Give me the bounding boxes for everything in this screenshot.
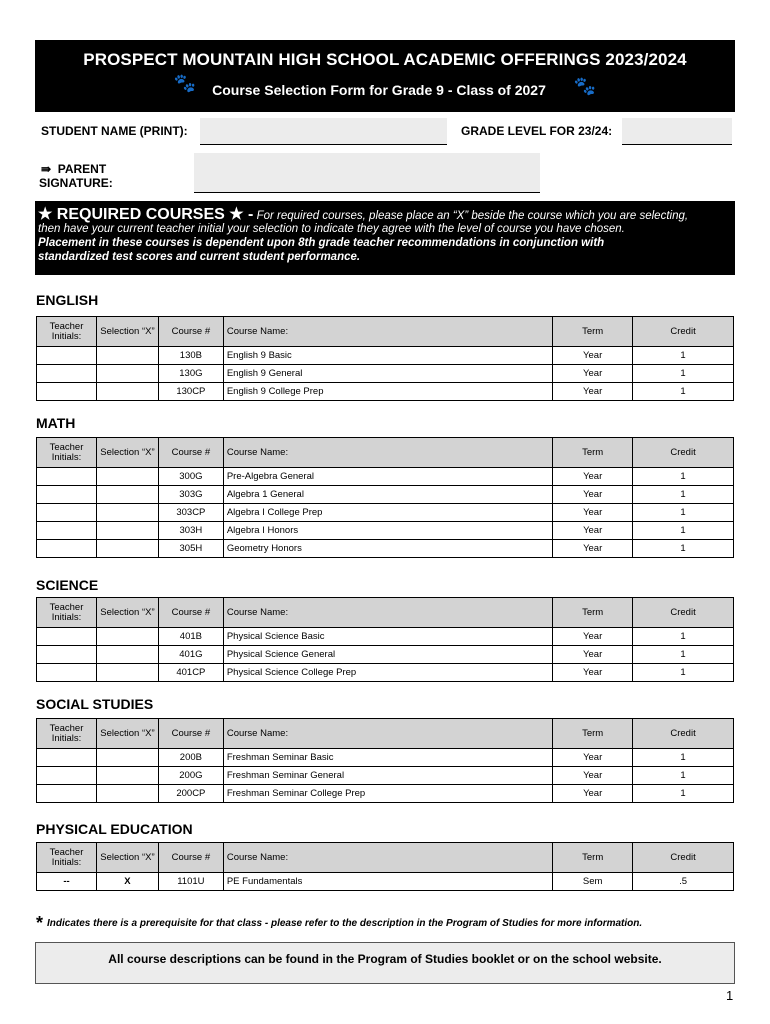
teacher-initials-cell[interactable] xyxy=(37,664,97,682)
header-credit: Credit xyxy=(633,438,734,468)
header-term: Term xyxy=(553,719,633,749)
term-cell: Year xyxy=(553,486,633,504)
header-selection: Selection “X” xyxy=(96,598,158,628)
selection-cell[interactable] xyxy=(96,522,158,540)
header-selection: Selection “X” xyxy=(96,438,158,468)
table-row xyxy=(37,664,734,682)
header-teacher-initials: Teacher Initials: xyxy=(37,719,97,749)
required-courses-banner: ★ REQUIRED COURSES ★ - For required courses, please place an “X” beside the course which you are selecting, then have your current teacher initial your selection to indicate they agree with the level of course you have chosen. Placement in these courses is dependent upon 8th grade teacher recommendations in conjunction with standardized test scores and current student performance. xyxy=(35,201,735,275)
teacher-initials-cell[interactable] xyxy=(37,347,97,365)
credit-cell: 1 xyxy=(633,468,734,486)
table-header-row xyxy=(37,598,734,628)
header-course-name: Course Name: xyxy=(223,843,552,873)
header-credit: Credit xyxy=(633,598,734,628)
teacher-initials-cell[interactable]: -- xyxy=(37,873,97,891)
course-number-cell: 303G xyxy=(158,486,223,504)
table-row xyxy=(37,628,734,646)
selection-cell[interactable]: X xyxy=(96,873,158,891)
info-box: All course descriptions can be found in the Program of Studies booklet or on the school website. xyxy=(35,942,735,984)
header-credit: Credit xyxy=(633,317,734,347)
course-name-cell: Freshman Seminar College Prep xyxy=(223,785,552,803)
teacher-initials-cell[interactable] xyxy=(37,522,97,540)
course-name-cell: Freshman Seminar General xyxy=(223,767,552,785)
selection-cell[interactable] xyxy=(96,504,158,522)
course-number-cell: 300G xyxy=(158,468,223,486)
header-term: Term xyxy=(553,843,633,873)
course-number-cell: 200CP xyxy=(158,785,223,803)
term-cell: Year xyxy=(553,522,633,540)
credit-cell: .5 xyxy=(633,873,734,891)
table-row xyxy=(37,347,734,365)
term-cell: Sem xyxy=(553,873,633,891)
section-title-science: SCIENCE xyxy=(36,577,99,593)
course-number-cell: 401G xyxy=(158,646,223,664)
parent-signature-field[interactable] xyxy=(194,153,540,193)
header-course-number: Course # xyxy=(158,843,223,873)
selection-cell[interactable] xyxy=(96,540,158,558)
selection-cell[interactable] xyxy=(96,767,158,785)
selection-cell[interactable] xyxy=(96,468,158,486)
form-subtitle: Course Selection Form for Grade 9 - Class of 2027 xyxy=(212,82,546,98)
term-cell: Year xyxy=(553,749,633,767)
form-subtitle-row xyxy=(35,73,735,98)
header-credit: Credit xyxy=(633,843,734,873)
credit-cell: 1 xyxy=(633,785,734,803)
course-name-cell: Algebra I College Prep xyxy=(223,504,552,522)
teacher-initials-cell[interactable] xyxy=(37,628,97,646)
course-name-cell: Physical Science Basic xyxy=(223,628,552,646)
course-name-cell: Pre-Algebra General xyxy=(223,468,552,486)
table-row xyxy=(37,522,734,540)
student-name-field[interactable] xyxy=(200,118,447,145)
header-course-name: Course Name: xyxy=(223,317,552,347)
term-cell: Year xyxy=(553,347,633,365)
paw-print-icon: 🐾 xyxy=(573,76,597,96)
credit-cell: 1 xyxy=(633,486,734,504)
credit-cell: 1 xyxy=(633,664,734,682)
credit-cell: 1 xyxy=(633,365,734,383)
header-course-number: Course # xyxy=(158,719,223,749)
header-teacher-initials: Teacher Initials: xyxy=(37,843,97,873)
table-row xyxy=(37,383,734,401)
course-number-cell: 130B xyxy=(158,347,223,365)
course-number-cell: 130CP xyxy=(158,383,223,401)
course-number-cell: 303H xyxy=(158,522,223,540)
paw-print-icon: 🐾 xyxy=(173,73,197,93)
credit-cell: 1 xyxy=(633,646,734,664)
course-number-cell: 305H xyxy=(158,540,223,558)
teacher-initials-cell[interactable] xyxy=(37,540,97,558)
table-header-row xyxy=(37,843,734,873)
header-course-name: Course Name: xyxy=(223,438,552,468)
selection-cell[interactable] xyxy=(96,749,158,767)
course-table-physical-education xyxy=(36,842,734,891)
selection-cell[interactable] xyxy=(96,785,158,803)
course-number-cell: 401B xyxy=(158,628,223,646)
credit-cell: 1 xyxy=(633,540,734,558)
term-cell: Year xyxy=(553,365,633,383)
section-title-physical-education: PHYSICAL EDUCATION xyxy=(36,821,193,837)
selection-cell[interactable] xyxy=(96,628,158,646)
header-term: Term xyxy=(553,317,633,347)
header-teacher-initials: Teacher Initials: xyxy=(37,317,97,347)
grade-level-field[interactable] xyxy=(622,118,732,145)
course-number-cell: 200G xyxy=(158,767,223,785)
prerequisite-footnote: * Indicates there is a prerequisite for that class - please refer to the description in the Program of Studies for more information. xyxy=(36,913,643,933)
header-course-number: Course # xyxy=(158,598,223,628)
term-cell: Year xyxy=(553,504,633,522)
course-name-cell: Geometry Honors xyxy=(223,540,552,558)
header-selection: Selection “X” xyxy=(96,719,158,749)
course-number-cell: 130G xyxy=(158,365,223,383)
table-row xyxy=(37,785,734,803)
teacher-initials-cell[interactable] xyxy=(37,646,97,664)
credit-cell: 1 xyxy=(633,628,734,646)
credit-cell: 1 xyxy=(633,522,734,540)
header-course-name: Course Name: xyxy=(223,719,552,749)
teacher-initials-cell[interactable] xyxy=(37,468,97,486)
teacher-initials-cell[interactable] xyxy=(37,365,97,383)
table-row xyxy=(37,646,734,664)
term-cell: Year xyxy=(553,628,633,646)
credit-cell: 1 xyxy=(633,383,734,401)
teacher-initials-cell[interactable] xyxy=(37,383,97,401)
header-term: Term xyxy=(553,438,633,468)
course-name-cell: Physical Science College Prep xyxy=(223,664,552,682)
table-row xyxy=(37,486,734,504)
table-row xyxy=(37,468,734,486)
header-teacher-initials: Teacher Initials: xyxy=(37,438,97,468)
selection-cell[interactable] xyxy=(96,365,158,383)
course-name-cell: English 9 Basic xyxy=(223,347,552,365)
teacher-initials-cell[interactable] xyxy=(37,785,97,803)
term-cell: Year xyxy=(553,383,633,401)
table-header-row xyxy=(37,719,734,749)
course-table-english xyxy=(36,316,734,401)
term-cell: Year xyxy=(553,646,633,664)
course-number-cell: 1101U xyxy=(158,873,223,891)
credit-cell: 1 xyxy=(633,504,734,522)
header-course-number: Course # xyxy=(158,438,223,468)
term-cell: Year xyxy=(553,468,633,486)
asterisk-icon: * xyxy=(36,913,44,933)
header-credit: Credit xyxy=(633,719,734,749)
course-name-cell: Freshman Seminar Basic xyxy=(223,749,552,767)
header-teacher-initials: Teacher Initials: xyxy=(37,598,97,628)
header-banner xyxy=(35,40,735,112)
selection-cell[interactable] xyxy=(96,664,158,682)
required-courses-title: ★ REQUIRED COURSES ★ - xyxy=(38,206,254,223)
term-cell: Year xyxy=(553,785,633,803)
student-name-label: STUDENT NAME (PRINT): xyxy=(41,124,188,138)
course-name-cell: Physical Science General xyxy=(223,646,552,664)
course-table-math xyxy=(36,437,734,558)
course-number-cell: 303CP xyxy=(158,504,223,522)
table-row xyxy=(37,767,734,785)
teacher-initials-cell[interactable] xyxy=(37,767,97,785)
header-term: Term xyxy=(553,598,633,628)
term-cell: Year xyxy=(553,767,633,785)
table-header-row xyxy=(37,438,734,468)
course-name-cell: Algebra 1 General xyxy=(223,486,552,504)
header-selection: Selection “X” xyxy=(96,843,158,873)
selection-cell[interactable] xyxy=(96,646,158,664)
double-arrow-icon: ⇛ xyxy=(41,162,52,176)
table-row xyxy=(37,365,734,383)
course-name-cell: Algebra I Honors xyxy=(223,522,552,540)
course-number-cell: 200B xyxy=(158,749,223,767)
header-course-name: Course Name: xyxy=(223,598,552,628)
grade-level-label: GRADE LEVEL FOR 23/24: xyxy=(461,124,613,138)
course-name-cell: PE Fundamentals xyxy=(223,873,552,891)
parent-signature-label: ⇛ PARENT SIGNATURE: xyxy=(39,162,113,190)
selection-cell[interactable] xyxy=(96,347,158,365)
teacher-initials-cell[interactable] xyxy=(37,504,97,522)
term-cell: Year xyxy=(553,664,633,682)
table-row xyxy=(37,749,734,767)
course-name-cell: English 9 College Prep xyxy=(223,383,552,401)
section-title-social-studies: SOCIAL STUDIES xyxy=(36,696,154,712)
section-title-math: MATH xyxy=(36,415,76,431)
credit-cell: 1 xyxy=(633,749,734,767)
selection-cell[interactable] xyxy=(96,383,158,401)
table-row xyxy=(37,540,734,558)
teacher-initials-cell[interactable] xyxy=(37,486,97,504)
course-table-social-studies xyxy=(36,718,734,803)
course-name-cell: English 9 General xyxy=(223,365,552,383)
teacher-initials-cell[interactable] xyxy=(37,749,97,767)
course-number-cell: 401CP xyxy=(158,664,223,682)
credit-cell: 1 xyxy=(633,767,734,785)
credit-cell: 1 xyxy=(633,347,734,365)
table-row xyxy=(37,873,734,891)
header-selection: Selection “X” xyxy=(96,317,158,347)
table-row xyxy=(37,504,734,522)
course-table-science xyxy=(36,597,734,682)
page-number: 1 xyxy=(726,988,734,1003)
page-title: PROSPECT MOUNTAIN HIGH SCHOOL ACADEMIC OFFERINGS 2023/2024 xyxy=(83,50,687,69)
table-header-row xyxy=(37,317,734,347)
header-course-number: Course # xyxy=(158,317,223,347)
selection-cell[interactable] xyxy=(96,486,158,504)
term-cell: Year xyxy=(553,540,633,558)
section-title-english: ENGLISH xyxy=(36,292,99,308)
